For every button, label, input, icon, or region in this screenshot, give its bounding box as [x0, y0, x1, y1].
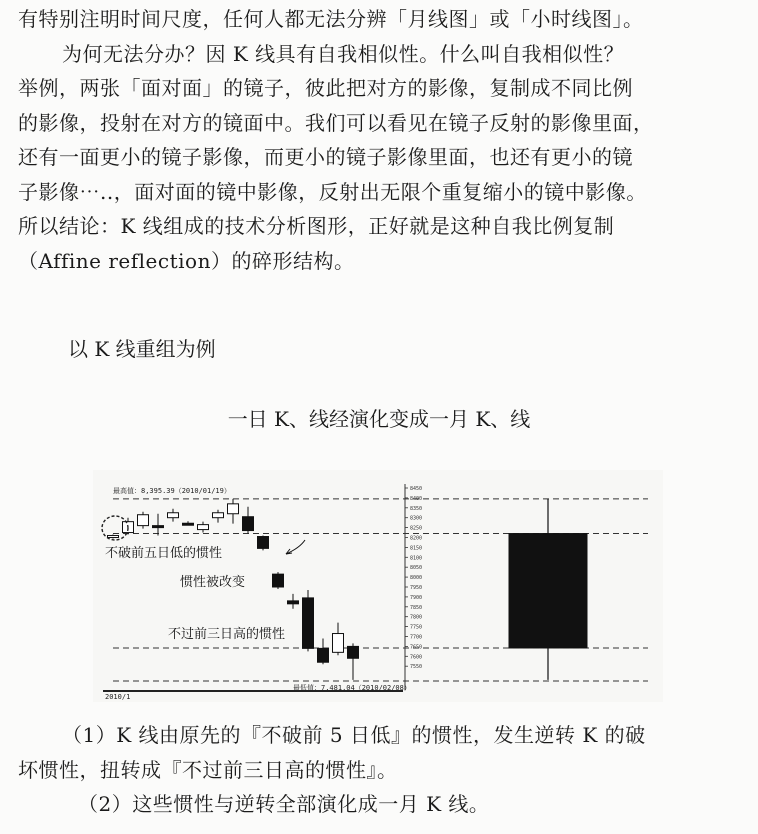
candle-body: [198, 525, 209, 530]
y-tick-label: 7600: [410, 654, 423, 661]
y-tick-label: 7850: [410, 604, 423, 611]
candle-body: [183, 523, 194, 525]
candle-body: [108, 536, 119, 538]
y-tick-label: 8350: [410, 505, 423, 512]
y-tick-label: 8300: [410, 515, 423, 522]
annotation-label: 不破前五日低的惯性: [105, 546, 223, 561]
y-tick-label: 8450: [410, 486, 423, 492]
y-tick-label: 8250: [410, 525, 423, 532]
y-tick-label: 7750: [410, 624, 423, 631]
candle-body: [273, 574, 284, 587]
annotation-label: 不过前三日高的惯性: [168, 627, 286, 642]
header-text: 最高值：8,395.39（2010/01/19）: [113, 487, 231, 495]
y-tick-label: 8000: [410, 575, 423, 582]
y-tick-label: 8100: [410, 555, 423, 562]
y-tick-label: 7650: [410, 644, 423, 651]
y-tick-label: 7950: [410, 585, 423, 591]
candlestick-figure: [93, 470, 663, 702]
candle-body: [243, 517, 254, 531]
y-tick-label: 7900: [410, 594, 423, 601]
y-tick-label: 7800: [410, 614, 423, 621]
body-line: 的影像，投射在对方的镜面中。我们可以看见在镜子反射的影像里面，: [18, 110, 654, 135]
body-line: 有特别注明时间尺度，任何人都无法分辨「月线图」或「小时线图」。: [18, 7, 644, 31]
candle-body: [153, 526, 164, 528]
body-line: 所以结论：K 线组成的技术分析图形，正好就是这种自我比例复制: [18, 214, 615, 238]
body-line: （Affine reflection）的碎形结构。: [18, 248, 355, 273]
y-tick-label: 8200: [410, 535, 423, 542]
body-line: 举例，两张「面对面」的镜子，彼此把对方的影像，复制成不同比例: [18, 76, 633, 100]
figure-title: 一日 K、线经演化变成一月 K、线: [227, 407, 531, 431]
candle-body: [228, 504, 239, 514]
notes: [18, 718, 742, 822]
candle-body: [168, 513, 179, 518]
note-line: （1）K 线由原先的『不破前 5 日低』的惯性，发生逆转 K 的破: [62, 723, 646, 747]
y-tick-label: 8400: [410, 495, 423, 502]
body-line: 还有一面更小的镜子影像，而更小的镜子影像里面，也还有更小的镜: [18, 145, 633, 169]
y-tick-label: 7700: [410, 634, 423, 641]
candle-body: [258, 537, 269, 549]
monthly-body: [509, 534, 587, 648]
candle-body: [318, 648, 329, 662]
candle-body: [213, 513, 224, 518]
candle-body: [303, 598, 314, 648]
y-tick-label: 7550: [410, 664, 423, 671]
note-line: 坏惯性，扭转成『不过前三日高的惯性』。: [18, 757, 398, 782]
body-line: 为何无法分办？因 K 线具有自我相似性。什么叫自我相似性？: [62, 41, 625, 66]
annotation-label: 惯性被改变: [180, 575, 246, 590]
candle-body: [138, 515, 149, 526]
date-label: 2010/1: [105, 693, 131, 701]
candle-body: [288, 601, 299, 604]
body-paragraph: [18, 2, 742, 278]
note-line: （2）这些惯性与逆转全部演化成一月 K 线。: [78, 792, 490, 816]
y-tick-label: 8050: [410, 565, 423, 572]
subheading: 以 K 线重组为例: [68, 337, 216, 361]
footer-text: 最低值：7,481.04（2010/02/08）: [293, 684, 411, 692]
y-tick-label: 8150: [410, 545, 423, 552]
candle-body: [348, 646, 359, 658]
candle-body: [333, 634, 344, 653]
body-line: 子影像⋯..，面对面的镜中影像，反射出无限个重复缩小的镜中影像。: [18, 179, 647, 204]
